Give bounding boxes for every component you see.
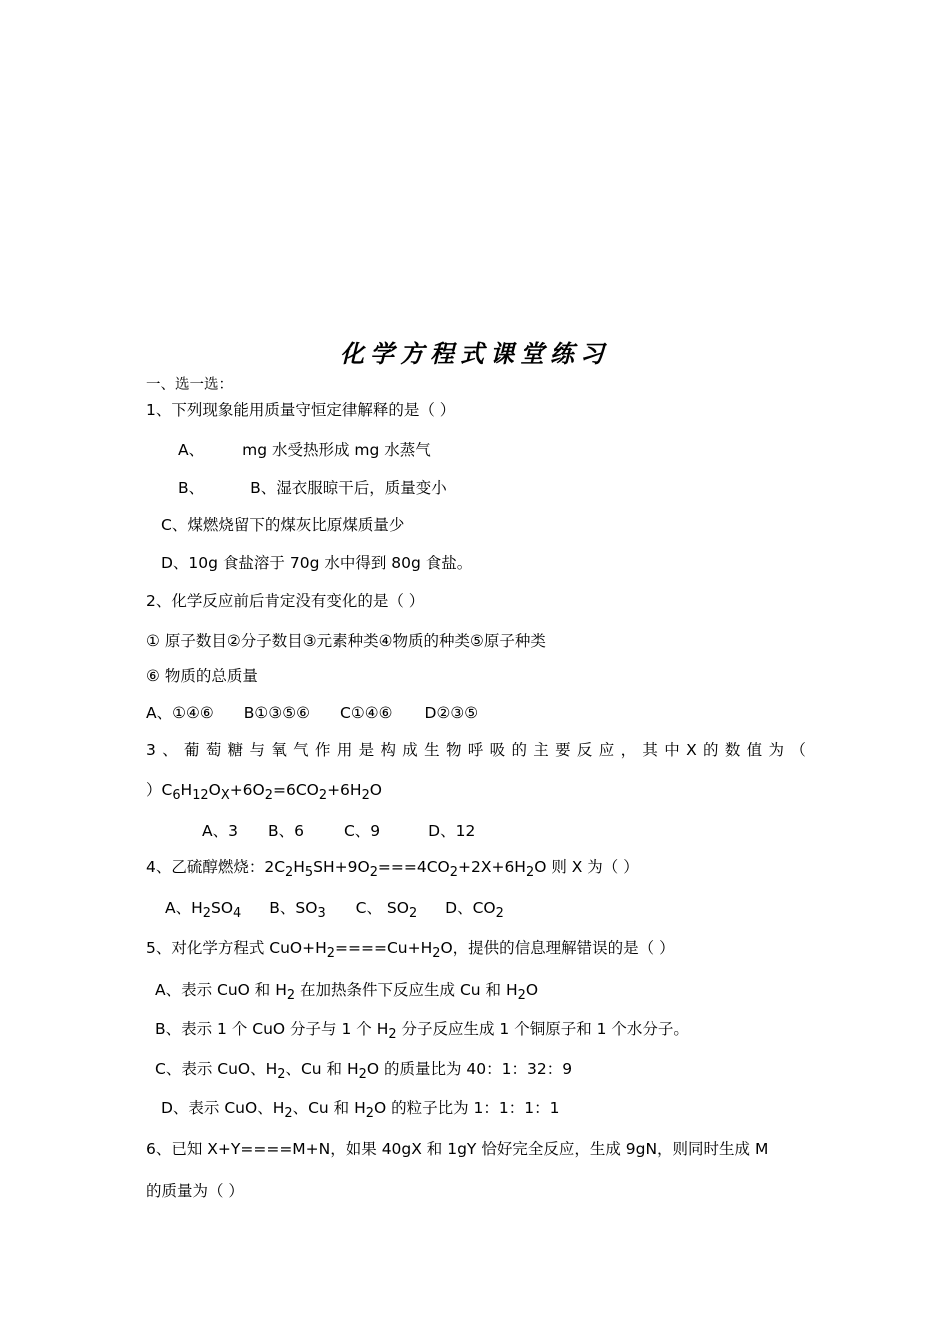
option-text: 在加热条件下反应生成 Cu 和 H bbox=[295, 981, 518, 999]
option-d: D、12 bbox=[428, 822, 476, 840]
page-title: 化学方程式课堂练习 bbox=[340, 339, 610, 368]
option-a: A、①④⑥ bbox=[146, 704, 214, 722]
question-4-options bbox=[165, 898, 504, 924]
question-2-items: ① 原子数目②分子数目③元素种类④物质的种类⑤原子种类 bbox=[146, 632, 546, 650]
option-text: B、SO bbox=[269, 899, 318, 917]
option-text: B、表示 1 个 CuO 分子与 1 个 H bbox=[155, 1020, 389, 1038]
option-c: C、9 bbox=[343, 822, 381, 840]
question-1-option-c: C、煤燃烧留下的煤灰比原煤质量少 bbox=[161, 516, 405, 534]
stem-char: 成 bbox=[402, 741, 418, 759]
stem-char: X bbox=[686, 741, 697, 759]
question-1-option-b bbox=[178, 478, 447, 498]
option-text: C、 SO bbox=[355, 899, 409, 917]
stem-char: 用 bbox=[336, 741, 353, 759]
stem-char: 葡 bbox=[184, 741, 200, 759]
question-4-stem bbox=[146, 857, 639, 883]
question-6-stem-cont: 的质量为（ ） bbox=[146, 1182, 244, 1200]
stem-char: 萄 bbox=[205, 741, 222, 759]
option-text: SO bbox=[210, 899, 234, 917]
eq-subscript: 2 bbox=[408, 906, 418, 922]
eq-text: =6CO bbox=[272, 781, 319, 799]
eq-subscript: 4 bbox=[233, 906, 242, 922]
option-d bbox=[445, 899, 504, 922]
stem-char: 的 bbox=[511, 741, 527, 759]
option-text: D、CO bbox=[445, 899, 496, 917]
question-5-stem bbox=[146, 938, 675, 964]
eq-text: +6O bbox=[229, 781, 265, 799]
eq-text: O bbox=[369, 781, 382, 799]
stem-char: 为 bbox=[768, 741, 784, 759]
option-b bbox=[269, 899, 326, 922]
question-3-equation bbox=[146, 780, 382, 806]
stem-text: +2X+6H bbox=[457, 858, 526, 876]
eq-subscript: 2 bbox=[365, 1106, 374, 1122]
stem-char: 要 bbox=[555, 741, 571, 759]
option-d: D②③⑤ bbox=[424, 704, 479, 722]
eq-subscript: 2 bbox=[388, 1027, 397, 1043]
question-5-option-b bbox=[155, 1019, 689, 1045]
option-text: A、表示 CuO 和 H bbox=[155, 981, 287, 999]
eq-subscript: X bbox=[220, 788, 230, 804]
eq-subscript: 2 bbox=[358, 1067, 367, 1083]
stem-char: ， bbox=[620, 741, 637, 759]
stem-char: 吸 bbox=[489, 741, 506, 759]
stem-char: 的 bbox=[703, 741, 719, 759]
eq-subscript: 2 bbox=[369, 865, 378, 881]
option-label: B、 bbox=[178, 479, 205, 497]
stem-text: O，提供的信息理解错误的是（ ） bbox=[440, 939, 675, 957]
question-5-option-a bbox=[155, 980, 538, 1006]
stem-char: （ bbox=[790, 741, 806, 759]
option-text: O bbox=[525, 981, 539, 999]
question-2-options bbox=[146, 703, 478, 723]
question-6-stem: 6、已知 X+Y====M+N，如果 40gX 和 1gY 恰好完全反应，生成 9gN，则同时生成 M bbox=[146, 1140, 769, 1158]
option-a bbox=[165, 899, 242, 922]
stem-text: O 则 X 为（ ） bbox=[534, 858, 639, 876]
eq-subscript: 2 bbox=[361, 788, 370, 804]
eq-subscript: 5 bbox=[304, 865, 314, 881]
option-b: B①③⑤⑥ bbox=[243, 704, 311, 722]
stem-char: 主 bbox=[533, 741, 549, 759]
option-c bbox=[355, 899, 418, 922]
option-text: D、表示 CuO、H bbox=[161, 1099, 285, 1117]
option-b: B、6 bbox=[267, 822, 304, 840]
question-5-option-d bbox=[161, 1098, 559, 1124]
stem-char: 中 bbox=[664, 741, 680, 759]
eq-subscript: 2 bbox=[285, 865, 294, 881]
stem-text: ===4CO bbox=[377, 858, 450, 876]
question-2-items-cont: ⑥ 物质的总质量 bbox=[146, 667, 258, 685]
option-label: A、 bbox=[178, 441, 205, 459]
stem-char: 应 bbox=[598, 741, 615, 759]
eq-subscript: 2 bbox=[525, 865, 535, 881]
stem-char: 物 bbox=[445, 741, 462, 759]
stem-char: 氧 bbox=[271, 741, 287, 759]
section-heading: 一、选一选： bbox=[146, 377, 233, 393]
question-1-option-d: D、10g 食盐溶于 70g 水中得到 80g 食盐。 bbox=[161, 554, 473, 572]
eq-subscript: 6 bbox=[172, 788, 181, 804]
option-text: A、H bbox=[165, 899, 203, 917]
eq-subscript: 3 bbox=[317, 906, 326, 922]
stem-char: 呼 bbox=[467, 741, 484, 759]
eq-subscript: 2 bbox=[495, 906, 504, 922]
stem-text: 5、对化学方程式 CuO+H bbox=[146, 939, 327, 957]
question-3-stem bbox=[146, 740, 806, 760]
stem-char: 糖 bbox=[227, 741, 244, 759]
option-text: B、湿衣服晾干后，质量变小 bbox=[250, 479, 447, 497]
option-text: 、Cu 和 H bbox=[285, 1060, 359, 1078]
eq-subscript: 2 bbox=[318, 788, 328, 804]
option-text: 分子反应生成 1 个铜原子和 1 个水分子。 bbox=[396, 1020, 689, 1038]
option-c: C①④⑥ bbox=[340, 704, 393, 722]
stem-char: 构 bbox=[380, 741, 396, 759]
option-text: O 的粒子比为 1：1：1：1 bbox=[373, 1099, 560, 1117]
stem-char: 与 bbox=[249, 741, 266, 759]
question-5-option-c bbox=[155, 1059, 572, 1085]
eq-subscript: 2 bbox=[517, 988, 526, 1004]
eq-subscript: 2 bbox=[264, 788, 273, 804]
eq-text: O bbox=[208, 781, 221, 799]
eq-subscript: 2 bbox=[202, 906, 211, 922]
stem-char: 是 bbox=[358, 741, 375, 759]
stem-char: 其 bbox=[642, 741, 658, 759]
option-text: 、Cu 和 H bbox=[292, 1099, 366, 1117]
eq-subscript: 2 bbox=[326, 946, 335, 962]
stem-text: H bbox=[293, 858, 305, 876]
option-text: mg 水受热形成 mg 水蒸气 bbox=[242, 441, 431, 459]
stem-char: 气 bbox=[293, 741, 309, 759]
eq-text: H bbox=[180, 781, 193, 799]
stem-char: 生 bbox=[424, 741, 440, 759]
stem-char: 反 bbox=[576, 741, 593, 759]
stem-char: 3 bbox=[146, 741, 156, 759]
question-1-stem: 1、下列现象能用质量守恒定律解释的是（ ） bbox=[146, 401, 456, 419]
eq-text: ）C bbox=[146, 781, 173, 799]
eq-subscript: 2 bbox=[277, 1067, 286, 1083]
question-1-option-a bbox=[178, 440, 431, 460]
option-text: C、表示 CuO、H bbox=[155, 1060, 278, 1078]
stem-char: 作 bbox=[314, 741, 331, 759]
stem-text: SH+9O bbox=[313, 858, 370, 876]
stem-char: 值 bbox=[746, 741, 763, 759]
option-text: O 的质量比为 40：1：32：9 bbox=[366, 1060, 573, 1078]
eq-subscript: 2 bbox=[449, 865, 458, 881]
eq-subscript: 2 bbox=[432, 946, 441, 962]
eq-subscript: 2 bbox=[286, 988, 296, 1004]
eq-text: +6H bbox=[327, 781, 362, 799]
stem-char: 、 bbox=[162, 741, 178, 759]
question-3-options bbox=[202, 821, 475, 841]
stem-text: 4、乙硫醇燃烧：2C bbox=[146, 858, 286, 876]
stem-text: ====Cu+H bbox=[335, 939, 433, 957]
question-2-stem: 2、化学反应前后肯定没有变化的是（ ） bbox=[146, 592, 425, 610]
eq-subscript: 2 bbox=[284, 1106, 293, 1122]
option-a: A、3 bbox=[202, 822, 238, 840]
eq-subscript: 12 bbox=[192, 788, 209, 804]
stem-char: 数 bbox=[724, 741, 741, 759]
